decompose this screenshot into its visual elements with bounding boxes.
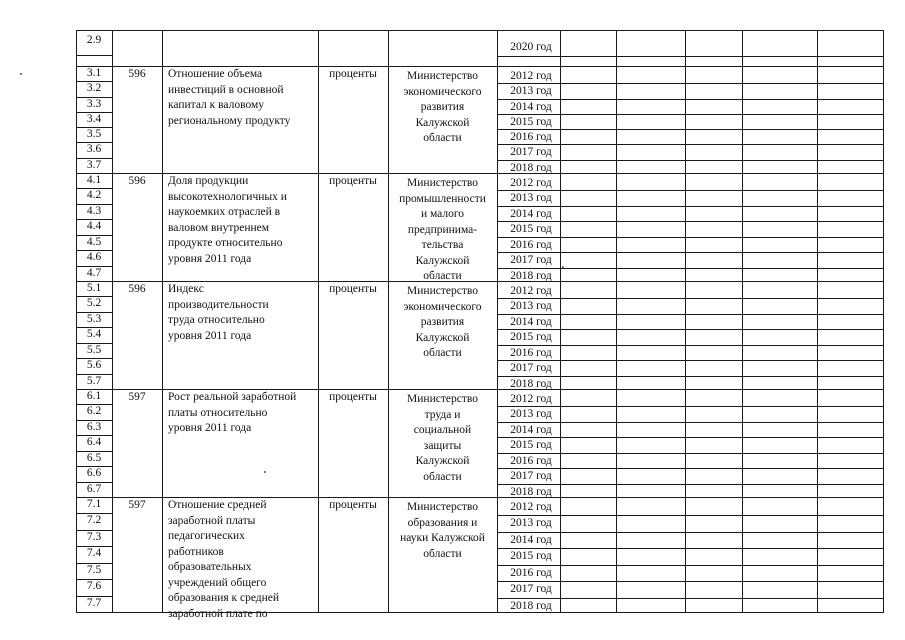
agency-text: области bbox=[423, 347, 462, 359]
year-label: 2017 год bbox=[510, 362, 552, 374]
indicator-text: валовом внутреннем bbox=[168, 221, 270, 234]
indicator-text: уровня 2011 года bbox=[168, 329, 252, 342]
scan-speck bbox=[562, 266, 564, 268]
year-label: 2014 год bbox=[510, 316, 552, 328]
row-number: 4.2 bbox=[86, 189, 102, 201]
row-number: 2.9 bbox=[86, 34, 102, 46]
indicator-text: капитал к валовому bbox=[168, 99, 265, 111]
indicator-text: наукоемких отраслей в bbox=[168, 206, 281, 218]
regulation-code: 596 bbox=[128, 68, 146, 80]
indicator-text: заработной плате по bbox=[168, 607, 268, 620]
year-label: 2017 год bbox=[510, 146, 552, 158]
year-label: 2013 год bbox=[510, 85, 552, 97]
agency-text: труда и bbox=[424, 408, 461, 421]
regulation-code: 596 bbox=[128, 175, 146, 187]
column-border bbox=[616, 30, 617, 612]
row-number: 6.7 bbox=[86, 483, 102, 495]
agency-text: Калужской bbox=[415, 254, 470, 267]
row-number: 7.2 bbox=[86, 514, 102, 526]
indicator-text: образования к средней bbox=[168, 592, 280, 604]
year-label: 2013 год bbox=[510, 300, 552, 312]
row-border bbox=[497, 56, 884, 57]
regulation-code: 597 bbox=[128, 499, 146, 511]
indicator-text: Отношение объема bbox=[168, 68, 263, 80]
agency-text: тельства bbox=[421, 239, 464, 251]
indicator-text: региональному продукту bbox=[168, 114, 291, 127]
agency-text: Калужской bbox=[415, 116, 470, 129]
year-label: 2018 год bbox=[510, 378, 552, 390]
year-label: 2017 год bbox=[510, 583, 552, 595]
year-label: 2012 год bbox=[510, 393, 552, 405]
regulation-code: 596 bbox=[128, 283, 146, 295]
agency-text: и малого bbox=[420, 208, 465, 220]
indicator-text: производительности bbox=[168, 298, 269, 311]
agency-text: экономического bbox=[403, 300, 482, 313]
agency-text: Министерство bbox=[407, 285, 478, 297]
row-number: 3.4 bbox=[86, 113, 102, 125]
agency-text: Министерство bbox=[407, 177, 478, 189]
agency-text: Министерство bbox=[407, 393, 478, 405]
row-number: 3.3 bbox=[86, 98, 102, 110]
unit-text: проценты bbox=[329, 68, 377, 80]
column-border bbox=[883, 30, 884, 612]
indicator-text: Рост реальной заработной bbox=[168, 391, 297, 403]
year-label: 2017 год bbox=[510, 254, 552, 266]
year-label: 2018 год bbox=[510, 486, 552, 498]
agency-text: Министерство bbox=[407, 501, 478, 513]
unit-text: проценты bbox=[329, 283, 377, 295]
indicator-text: уровня 2011 года bbox=[168, 422, 252, 434]
agency-text: Калужской bbox=[415, 331, 470, 344]
year-label: 2018 год bbox=[510, 270, 552, 282]
indicator-text: Доля продукции bbox=[168, 175, 249, 187]
row-number: 6.1 bbox=[86, 390, 102, 402]
indicator-text: педагогических bbox=[168, 530, 245, 542]
agency-text: защиты bbox=[423, 439, 462, 452]
indicator-text: Индекс bbox=[168, 283, 204, 295]
year-label: 2012 год bbox=[510, 501, 552, 513]
year-label: 2013 год bbox=[510, 408, 552, 420]
agency-text: образования и bbox=[407, 516, 478, 529]
agency-text: экономического bbox=[403, 85, 482, 98]
column-border bbox=[318, 30, 319, 612]
indicator-text: работников bbox=[168, 545, 224, 558]
row-number: 4.7 bbox=[86, 267, 102, 279]
indicator-text: Отношение средней bbox=[168, 499, 267, 511]
year-label: 2015 год bbox=[510, 439, 552, 451]
agency-text: области bbox=[423, 547, 462, 560]
row-number: 7.5 bbox=[86, 564, 102, 576]
row-border bbox=[76, 30, 884, 31]
year-label: 2013 год bbox=[510, 517, 552, 529]
year-label: 2014 год bbox=[510, 101, 552, 113]
indicator-text: высокотехнологичных и bbox=[168, 190, 287, 203]
year-label: 2012 год bbox=[510, 285, 552, 297]
row-number: 4.6 bbox=[86, 251, 102, 263]
indicator-text: продукте относительно bbox=[168, 237, 283, 249]
agency-text: области bbox=[423, 470, 462, 483]
indicator-text: образовательных bbox=[168, 561, 252, 573]
agency-text: промышленности bbox=[399, 192, 486, 205]
regulation-code: 597 bbox=[128, 391, 146, 403]
row-number: 3.2 bbox=[86, 82, 102, 94]
year-label: 2015 год bbox=[510, 116, 552, 128]
year-label: 2016 год bbox=[510, 567, 552, 579]
row-border bbox=[76, 55, 112, 56]
row-number: 7.3 bbox=[86, 531, 102, 543]
row-number: 4.3 bbox=[86, 205, 102, 217]
row-number: 7.6 bbox=[86, 580, 102, 592]
agency-text: развития bbox=[420, 316, 465, 328]
row-number: 4.4 bbox=[86, 220, 102, 232]
agency-text: развития bbox=[420, 101, 465, 113]
year-label: 2012 год bbox=[510, 70, 552, 82]
row-number: 7.1 bbox=[86, 498, 102, 510]
indicator-text: инвестиций в основной bbox=[168, 83, 284, 96]
row-number: 5.5 bbox=[86, 344, 102, 356]
column-border bbox=[817, 30, 818, 612]
row-number: 5.2 bbox=[86, 297, 102, 309]
column-border bbox=[162, 30, 163, 612]
row-number: 7.7 bbox=[86, 597, 102, 609]
row-number: 3.1 bbox=[86, 67, 102, 79]
agency-text: Калужской bbox=[415, 455, 470, 467]
scan-speck bbox=[20, 73, 22, 75]
row-number: 3.5 bbox=[86, 128, 102, 140]
row-number: 6.6 bbox=[86, 467, 102, 479]
unit-text: проценты bbox=[329, 175, 377, 187]
year-label: 2014 год bbox=[510, 534, 552, 546]
year-label: 2015 год bbox=[510, 550, 552, 562]
year-label: 2014 год bbox=[510, 208, 552, 220]
row-number: 4.5 bbox=[86, 236, 102, 248]
row-number: 6.5 bbox=[86, 452, 102, 464]
agency-text: предпринима- bbox=[407, 223, 478, 236]
column-border bbox=[685, 30, 686, 612]
row-number: 5.3 bbox=[86, 313, 102, 325]
year-label: 2015 год bbox=[510, 223, 552, 235]
column-border bbox=[112, 30, 113, 612]
row-number: 5.6 bbox=[86, 359, 102, 371]
row-number: 5.7 bbox=[86, 375, 102, 387]
row-number: 6.3 bbox=[86, 421, 102, 433]
indicator-text: уровня 2011 года bbox=[168, 252, 252, 265]
year-label: 2017 год bbox=[510, 470, 552, 482]
row-number: 5.1 bbox=[86, 282, 102, 294]
year-label: 2016 год bbox=[510, 131, 552, 143]
row-number: 5.4 bbox=[86, 328, 102, 340]
row-number: 7.4 bbox=[86, 547, 102, 559]
column-border bbox=[76, 30, 77, 612]
row-number: 6.4 bbox=[86, 436, 102, 448]
indicator-text: труда относительно bbox=[168, 314, 265, 326]
year-label: 2016 год bbox=[510, 239, 552, 251]
agency-text: области bbox=[423, 270, 462, 282]
year-label: 2014 год bbox=[510, 424, 552, 436]
unit-text: проценты bbox=[329, 391, 377, 403]
row-number: 3.7 bbox=[86, 159, 102, 171]
indicator-text: платы относительно bbox=[168, 406, 268, 419]
indicator-text: заработной платы bbox=[168, 514, 256, 527]
agency-text: науки Калужской bbox=[400, 532, 485, 544]
year-label: 2018 год bbox=[510, 600, 552, 612]
year-label: 2015 год bbox=[510, 331, 552, 343]
row-number: 6.2 bbox=[86, 405, 102, 417]
year-label: 2013 год bbox=[510, 192, 552, 204]
agency-text: области bbox=[423, 132, 462, 144]
column-border bbox=[497, 30, 498, 612]
year-label: 2016 год bbox=[510, 455, 552, 467]
column-border bbox=[742, 30, 743, 612]
indicator-text: учреждений общего bbox=[168, 576, 267, 589]
year-label: 2016 год bbox=[510, 347, 552, 359]
scan-speck bbox=[264, 471, 266, 473]
row-number: 4.1 bbox=[86, 174, 102, 186]
year-label: 2012 год bbox=[510, 177, 552, 189]
year-label: 2018 год bbox=[510, 162, 552, 174]
agency-text: Министерство bbox=[407, 70, 478, 82]
unit-text: проценты bbox=[329, 499, 377, 511]
row-number: 3.6 bbox=[86, 143, 102, 155]
agency-text: социальной bbox=[413, 424, 472, 436]
year-label: 2020 год bbox=[510, 41, 552, 53]
